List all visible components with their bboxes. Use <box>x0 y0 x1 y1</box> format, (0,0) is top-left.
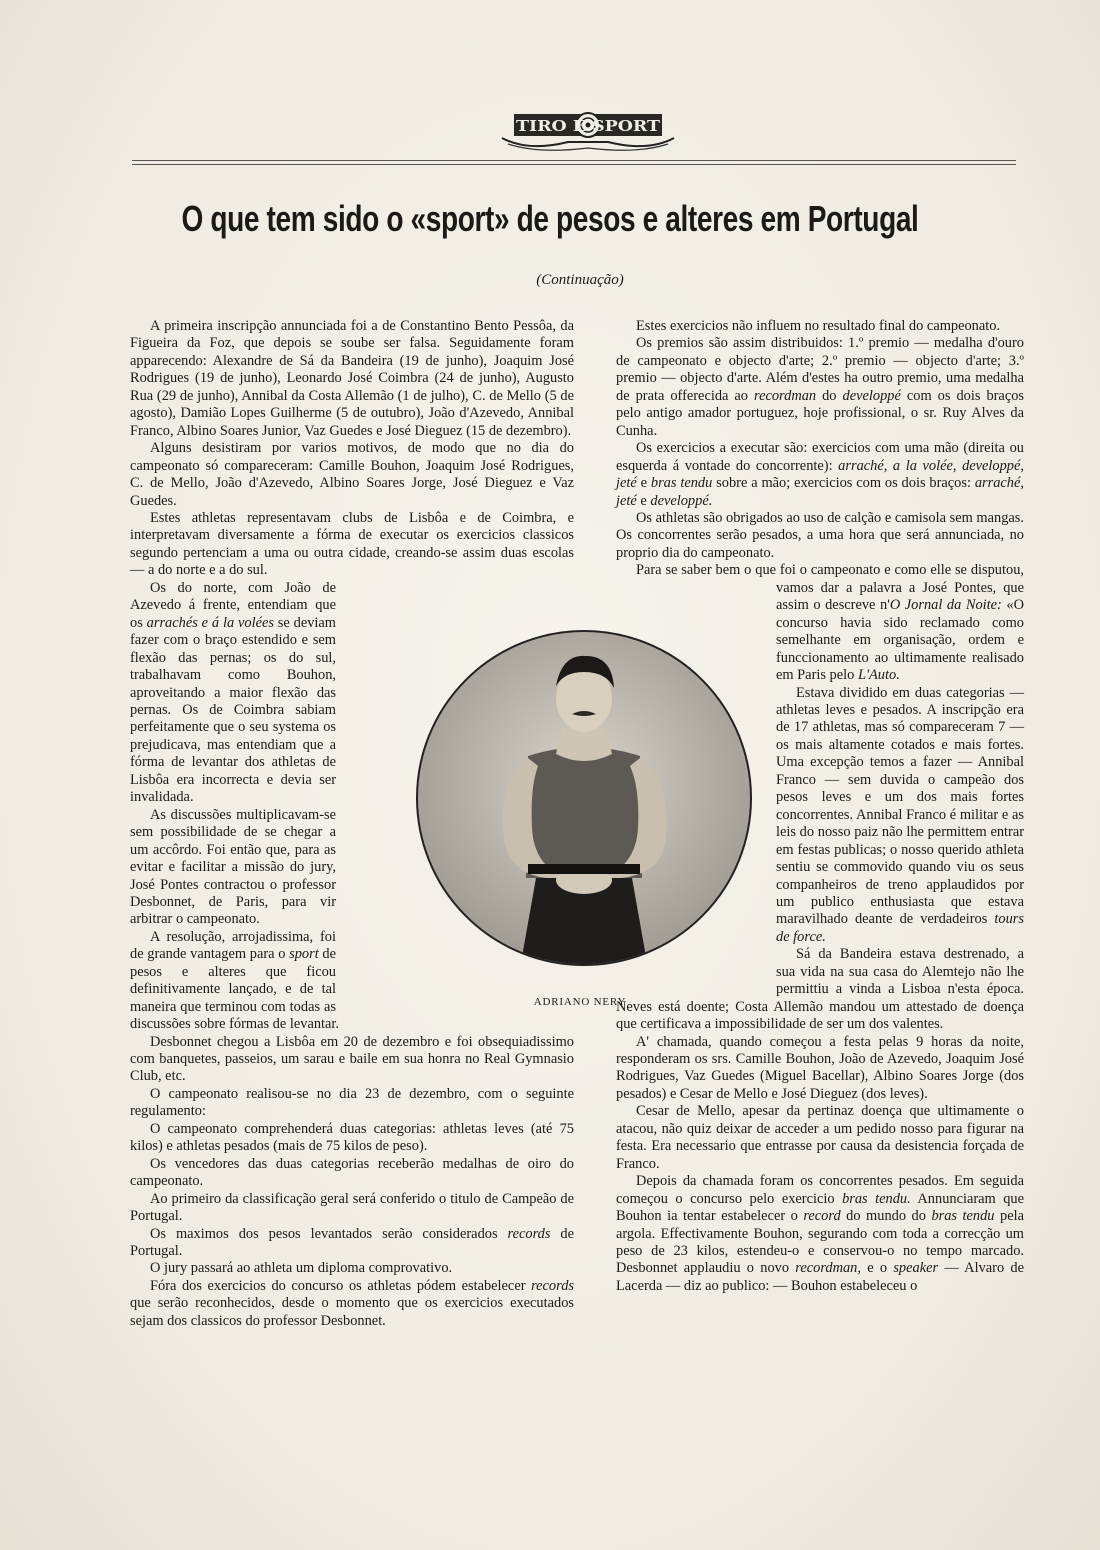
paragraph: Os athletas são obrigados ao uso de calção e camisola sem mangas. Os concorrentes serão pesados, a uma hora que será annunciada, no proprio dia do campeonato. <box>616 509 1024 561</box>
paragraph: O campeonato realisou-se no dia 23 de dezembro, com o seguinte regulamento: <box>130 1085 574 1120</box>
paragraph: Depois da chamada foram os concorrentes pesados. Em seguida começou o concurso pelo exercicio bras tendu. Annunciaram que Bouhon ia tentar estabelecer o record do mundo do bras tendu pela argola. Effectivamente Bouhon, segurando com toda a correcção um peso de 23 kilos, estendeu-o e conservou-o no tempo marcado. Desbonnet applaudiu o novo recordman, e o speaker — Alvaro de Lacerda — diz ao publico: — Bouhon estabeleceu o <box>616 1173 1025 1294</box>
masthead-text: TIRO E SPORT <box>516 117 661 135</box>
paragraph: Ao primeiro da classificação geral será conferido o titulo de Campeão de Portugal. <box>130 1190 574 1225</box>
paragraph: As discussões multiplicavam-se sem possibilidade de se chegar a um accôrdo. Foi então que, para as evitar e facilitar a missão do jury, José Pontes contractou o professor Desbonnet, de Paris, para vir arbitrar o campeonato. <box>130 806 336 928</box>
paragraph: Estes exercicios não influem no resultado final do campeonato. <box>636 318 1001 334</box>
paragraph: Os do norte, com João de Azevedo á frente, entendiam que os arrachés e á la volées se deviam fazer com o braço estendido e sem flexão das pernas; os do sul, trabalhavam como Bouhon, aproveitando a maior flexão das pernas. Os de Coimbra sabiam perfeitamente que o seu systema os prejudicava, mas entendiam que a fórma de levantar dos athletas de Lisbôa era incorrecta e devia ser invalidada. <box>130 579 336 806</box>
paragraph: Estes athletas representavam clubs de Lisbôa e de Coimbra, e interpretavam diversamente a fórma de executar os exercicios classicos segundo pertenciam a uma ou outra cidade, creando-se assim duas escolas — a do norte e a do sul. <box>130 509 574 579</box>
paragraph: Para se saber bem o que foi o campeonato e como elle se disputou, vamos dar a palavra a José Pontes, que assim o descreve n'O Jornal da Noite: «O concurso havia sido reclamado como semelhante em organisação, ordem e funccionamento ao ultimamente realisado em Paris pelo L'Auto. <box>636 562 1025 684</box>
paragraph: Cesar de Mello, apesar da pertinaz doença que ultimamente o atacou, não quiz deixar de acceder a um pedido nosso para figurar na festa. Era necessario que entrasse por causa da desistencia forçada de Franco. <box>616 1103 1024 1172</box>
paragraph: O jury passará ao athleta um diploma comprovativo. <box>150 1260 453 1277</box>
paragraph: Sá da Bandeira estava destrenado, a sua vida na sua casa do Alemtejo não lhe permittiu a vinda a Lisboa n'esta época. Neves está doente; Costa Allemão mandou um attestado de doença que certificava a impossibilidade de ser um dos valentes. <box>616 946 1024 1033</box>
header-rule <box>132 160 1016 161</box>
paragraph: A primeira inscripção annunciada foi a de Constantino Bento Pessôa, da Figueira da Foz, que depois se soube ser falsa. Seguidamente foram apparecendo: Alexandre de Sá da Bandeira (19 de junho), Joaquim José Rodrigues (19 de junho), Leonardo José Coimbra (24 de junho), Augusto Rua (29 de junho), Annibal da Costa Allemão (1 de julho), C. de Mello (5 de agosto), Damião Lopes Guilherme (5 de outubro), João d'Azevedo, Annibal Franco, Albino Soares Junior, Vaz Guedes e José Dieguez (15 de dezembro). <box>130 318 574 439</box>
portrait-caption: ADRIANO NERY <box>533 996 627 1008</box>
paragraph: O campeonato comprehenderá duas categorias: athletas leves (até 75 kilos) e athletas pesados (mais de 75 kilos de peso). <box>130 1120 574 1155</box>
paragraph: Os exercicios a executar são: exercicios com uma mão (direita ou esquerda á vontade do concorrente): arraché, a la volée, developpé, jeté e bras tendu sobre a mão; exercicios com os dois braços: arraché, jeté e developpé. <box>616 440 1024 509</box>
masthead-logo <box>498 108 678 154</box>
paragraph: A resolução, arrojadissima, foi de grande vantagem para o sport de pesos e alteres que ficou definitivamente lançado, e de tal maneira que terminou com todas as discussões sobre fórmas de levantar. <box>130 928 340 1033</box>
paragraph: Os premios são assim distribuidos: 1.º premio — medalha d'ouro de campeonato e objecto d'arte; 2.º premio — objecto d'arte; 3.º premio — objecto d'arte. Além d'estes ha outro premio, uma medalha de prata offerecida ao recordman do developpé com os dois braços pelo antigo amador portuguez, hoje profissional, o sr. Ruy Alves da Cunha. <box>616 335 1024 439</box>
paragraph: Os vencedores das duas categorias receberão medalhas de oiro do campeonato. <box>130 1155 574 1190</box>
paragraph: Estava dividido em duas categorias — athletas leves e pesados. A inscripção era de 17 athletas, mas só compareceram 7 — os mais altamente cotados e mais fortes. Uma excepção temos a fazer — Annibal Franco — sem duvida o campeão dos pesos leves e um dos mais fortes concorrentes. Annibal Franco é militar e as leis do nosso paiz não lhe permittem entrar em festas publicas; o nosso querido athleta sentiu se commovido quando viu os seus companheiros de treno applaudidos por um publico enthusiasta que estava maravilhado deante de verdadeiros tours de force. <box>776 684 1024 945</box>
article-subtitle: (Continuação) <box>536 272 624 288</box>
paragraph: Os maximos dos pesos levantados serão considerados records de Portugal. <box>130 1225 574 1260</box>
paragraph: Alguns desistiram por varios motivos, de modo que no dia do campeonato só compareceram: Camille Bouhon, Joaquim José Rodrigues, C. de Mello, João d'Azevedo, Albino Soares Jorge, José Dieguez e Vaz Guedes. <box>130 440 574 509</box>
paragraph: Fóra dos exercicios do concurso os athletas pódem estabelecer records que serão reconhecidos, desde o momento que os exercicios executados sejam dos classicos do professor Desbonnet. <box>130 1277 574 1329</box>
paragraph: A' chamada, quando começou a festa pelas 9 horas da noite, responderam os srs. Camille Bouhon, João de Azevedo, Joaquim José Rodrigues, Vaz Guedes (Miguel Bacellar), Albino Soares Jorge (dos pesados) e Cesar de Mello e José Dieguez (dos leves). <box>616 1033 1024 1102</box>
athlete-portrait <box>416 628 752 968</box>
article-title: O que tem sido o «sport» de pesos e alteres em Portugal <box>181 198 919 239</box>
header-rule <box>132 164 1016 165</box>
paragraph: Desbonnet chegou a Lisbôa em 20 de dezembro e foi obsequiadissimo com banquetes, passeios, um sarau e baile em sua honra no Real Gymnasio Club, etc. <box>130 1033 574 1085</box>
